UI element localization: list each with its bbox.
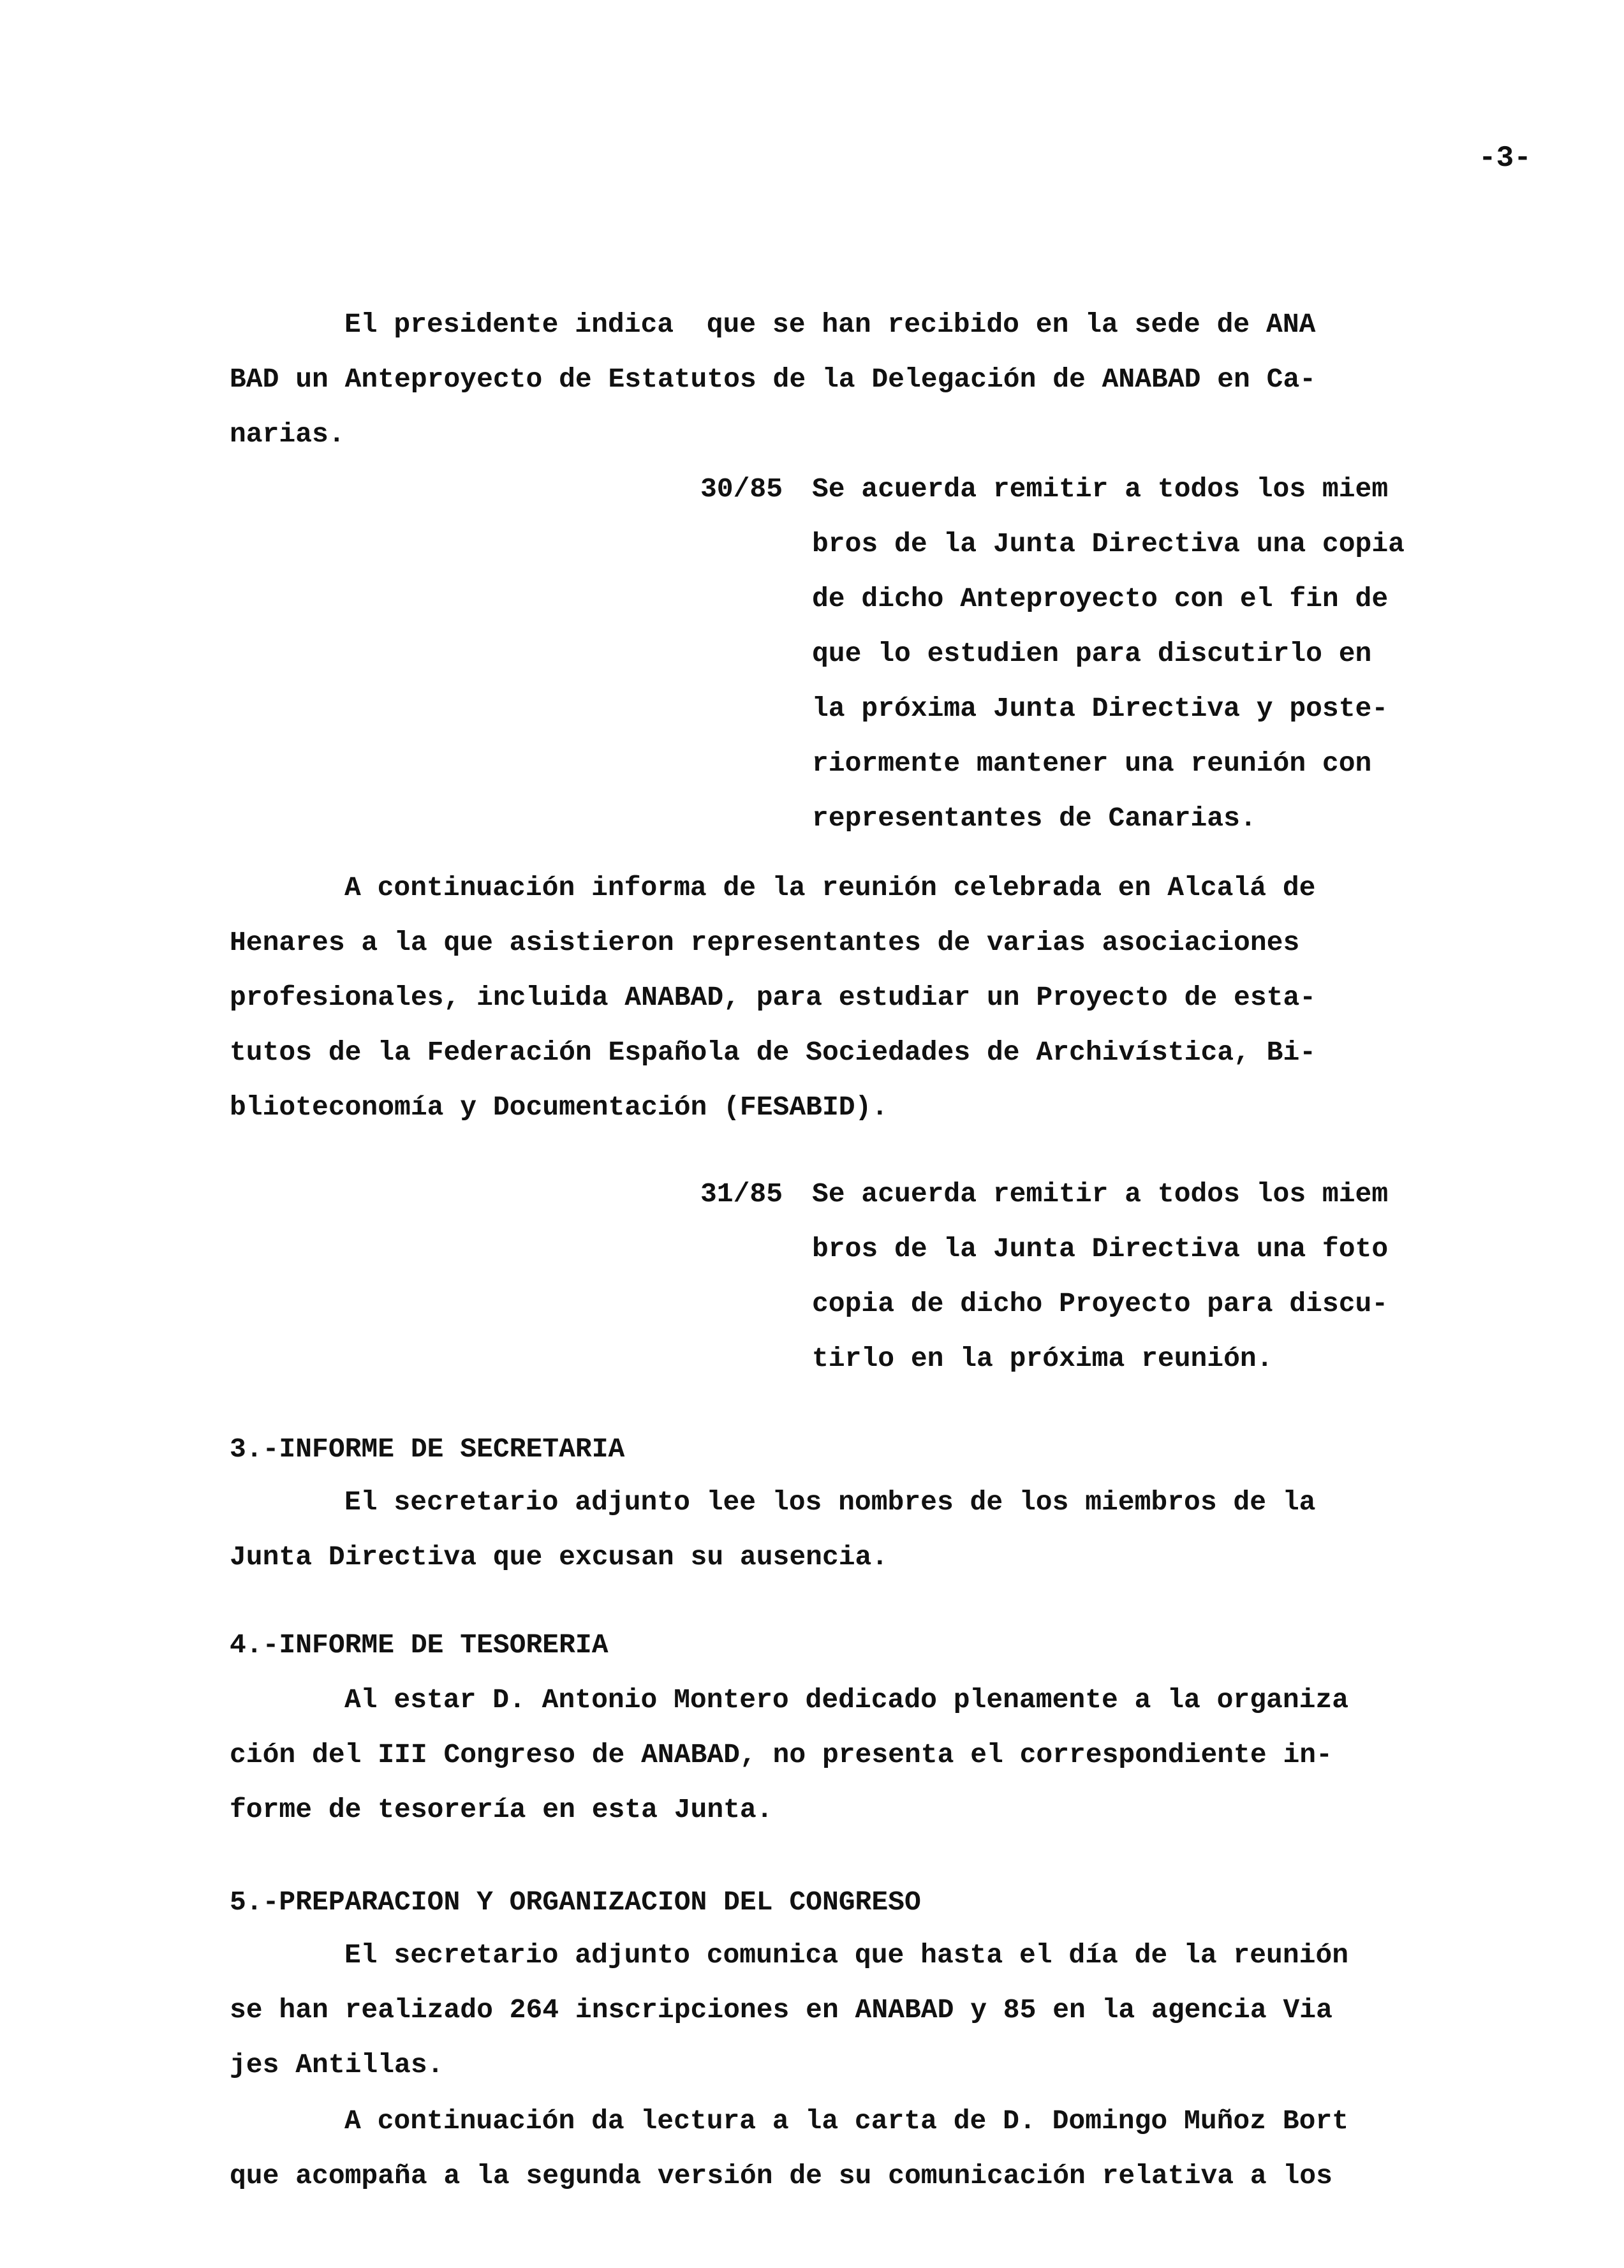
section-heading: 4.-INFORME DE TESORERIA: [230, 1629, 609, 1661]
section-4-line: forme de tesorería en esta Junta.: [230, 1794, 773, 1825]
agreement-line: bros de la Junta Directiva una foto: [812, 1233, 1389, 1264]
paragraph-1-line: BAD un Anteproyecto de Estatutos de la Delegación de ANABAD en Ca-: [230, 364, 1317, 395]
paragraph-2-line: Henares a la que asistieron representantes de varias asociaciones: [230, 927, 1300, 958]
agreement-line: riormente mantener una reunión con: [812, 748, 1372, 779]
agreement-line: de dicho Anteproyecto con el fin de: [812, 583, 1389, 614]
agreement-number: 31/85: [700, 1178, 783, 1210]
agreement-line: bros de la Junta Directiva una copia: [812, 528, 1405, 560]
agreement-line: que lo estudien para discutirlo en: [812, 638, 1372, 669]
paragraph-2-line: profesionales, incluida ANABAD, para estudiar un Proyecto de esta-: [230, 982, 1317, 1013]
agreement-line: representantes de Canarias.: [812, 803, 1257, 834]
agreement-line: la próxima Junta Directiva y poste-: [812, 693, 1389, 724]
section-3-line: El secretario adjunto lee los nombres de los miembros de la: [344, 1486, 1316, 1518]
agreement-line: copia de dicho Proyecto para discu-: [812, 1288, 1389, 1319]
agreement-number: 30/85: [700, 473, 783, 505]
paragraph-2-line: blioteconomía y Documentación (FESABID).: [230, 1092, 889, 1123]
section-4-line: Al estar D. Antonio Montero dedicado plenamente a la organiza: [344, 1684, 1349, 1716]
section-heading: 3.-INFORME DE SECRETARIA: [230, 1434, 625, 1465]
paragraph-2-line: A continuación informa de la reunión celebrada en Alcalá de: [344, 872, 1316, 903]
section-5-line: jes Antillas.: [230, 2049, 444, 2080]
agreement-line: tirlo en la próxima reunión.: [812, 1343, 1273, 1374]
paragraph-1-line: narias.: [230, 419, 345, 450]
section-heading: 5.-PREPARACION Y ORGANIZACION DEL CONGRESO: [230, 1886, 921, 1918]
section-5-line: A continuación da lectura a la carta de D. Domingo Muñoz Bort: [344, 2105, 1349, 2137]
paragraph-2-line: tutos de la Federación Española de Sociedades de Archivística, Bi-: [230, 1037, 1317, 1068]
section-4-line: ción del III Congreso de ANABAD, no presenta el correspondiente in-: [230, 1739, 1332, 1770]
section-5-line: que acompaña a la segunda versión de su comunicación relativa a los: [230, 2160, 1332, 2191]
paragraph-1-line: El presidente indica que se han recibido en la sede de ANA: [344, 309, 1316, 340]
agreement-line: Se acuerda remitir a todos los miem: [812, 1178, 1389, 1210]
page-number: -3-: [1479, 142, 1532, 175]
section-3-line: Junta Directiva que excusan su ausencia.: [230, 1541, 889, 1573]
agreement-line: Se acuerda remitir a todos los miem: [812, 473, 1389, 505]
section-5-line: se han realizado 264 inscripciones en ANABAD y 85 en la agencia Via: [230, 1994, 1332, 2026]
section-5-line: El secretario adjunto comunica que hasta el día de la reunión: [344, 1939, 1349, 1971]
